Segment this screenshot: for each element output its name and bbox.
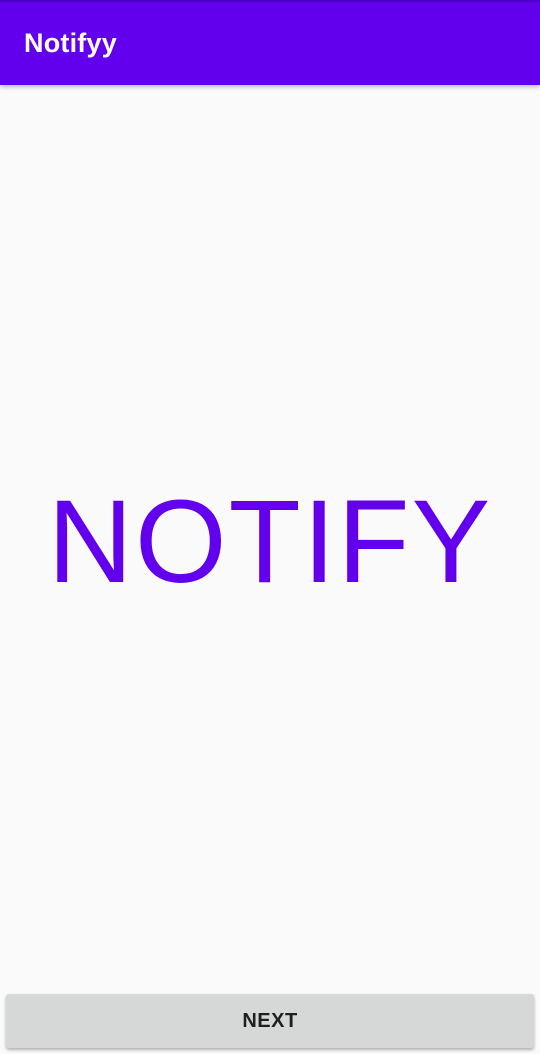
main-content (0, 85, 540, 993)
hero-title: NOTIFY (47, 476, 493, 608)
app-title: Notifyy (24, 28, 117, 58)
next-button[interactable]: NEXT (6, 994, 534, 1048)
app-bar (0, 0, 540, 85)
